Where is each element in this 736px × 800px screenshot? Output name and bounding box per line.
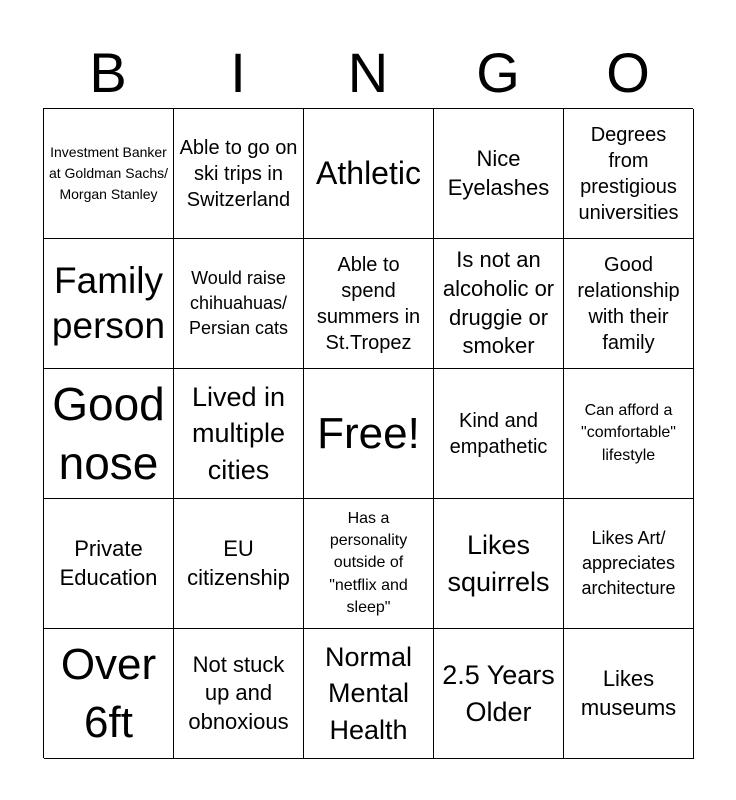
bingo-cell[interactable] <box>564 239 694 369</box>
header-letter-b: B <box>89 41 127 104</box>
bingo-cell[interactable] <box>174 499 304 629</box>
cell-text: Likes museums <box>580 665 677 720</box>
cell-text: Athletic <box>316 155 421 192</box>
bingo-cell[interactable] <box>174 239 304 369</box>
cell-text: Kind and empathetic <box>449 409 548 458</box>
cell-text: Family person <box>51 260 166 346</box>
bingo-cell[interactable] <box>44 499 174 629</box>
bingo-cell[interactable] <box>564 369 694 499</box>
cell-text: Good nose <box>52 377 165 489</box>
header-letter-n: N <box>347 41 389 104</box>
header-letter-i: I <box>230 41 246 104</box>
bingo-header <box>43 38 693 108</box>
header-letter-g: G <box>476 41 520 104</box>
cell-text: Nice Eyelashes <box>447 145 550 200</box>
cell-text: Free! <box>317 408 420 458</box>
bingo-cell[interactable] <box>44 629 174 759</box>
cell-text: Likes Art/ appreciates architecture <box>581 527 676 599</box>
bingo-cell[interactable] <box>174 629 304 759</box>
bingo-cell[interactable] <box>304 629 434 759</box>
cell-text: Is not an alcoholic or druggie or smoker <box>442 247 555 359</box>
cell-text: Lived in multiple cities <box>191 381 286 485</box>
cell-text: Investment Banker at Goldman Sachs/ Morgan Stanley <box>48 144 169 202</box>
bingo-cell[interactable] <box>564 499 694 629</box>
bingo-cell[interactable] <box>434 109 564 239</box>
cell-text: Has a personality outside of "netflix and sleep" <box>329 509 408 617</box>
cell-text: Private Education <box>59 535 158 590</box>
bingo-cell[interactable] <box>304 109 434 239</box>
bingo-cell[interactable] <box>434 369 564 499</box>
bingo-cell[interactable] <box>434 239 564 369</box>
cell-text: Would raise chihuahuas/ Persian cats <box>188 267 289 339</box>
bingo-cell[interactable] <box>44 369 174 499</box>
cell-text: Degrees from prestigious universities <box>578 123 679 224</box>
cell-text: Able to spend summers in St.Tropez <box>316 253 421 354</box>
cell-text: Not stuck up and obnoxious <box>188 651 289 734</box>
bingo-cell[interactable] <box>174 109 304 239</box>
bingo-cell[interactable] <box>44 239 174 369</box>
cell-text: Normal Mental Health <box>324 641 412 745</box>
bingo-board <box>43 108 693 758</box>
bingo-cell[interactable] <box>434 499 564 629</box>
bingo-cell[interactable] <box>564 629 694 759</box>
bingo-cell[interactable] <box>564 109 694 239</box>
cell-text: Over 6ft <box>60 640 157 747</box>
cell-text: 2.5 Years Older <box>442 660 555 727</box>
bingo-cell[interactable] <box>44 109 174 239</box>
cell-text: Can afford a "comfortable" lifestyle <box>581 401 676 464</box>
cell-text: Able to go on ski trips in Switzerland <box>179 136 298 211</box>
bingo-cell[interactable] <box>434 629 564 759</box>
bingo-cell[interactable] <box>304 499 434 629</box>
cell-text: EU citizenship <box>187 535 290 590</box>
cell-text: Likes squirrels <box>447 530 550 597</box>
header-letter-o: O <box>606 41 650 104</box>
cell-text: Good relationship with their family <box>577 253 680 354</box>
free-space[interactable] <box>304 369 434 499</box>
bingo-cell[interactable] <box>304 239 434 369</box>
bingo-cell[interactable] <box>174 369 304 499</box>
